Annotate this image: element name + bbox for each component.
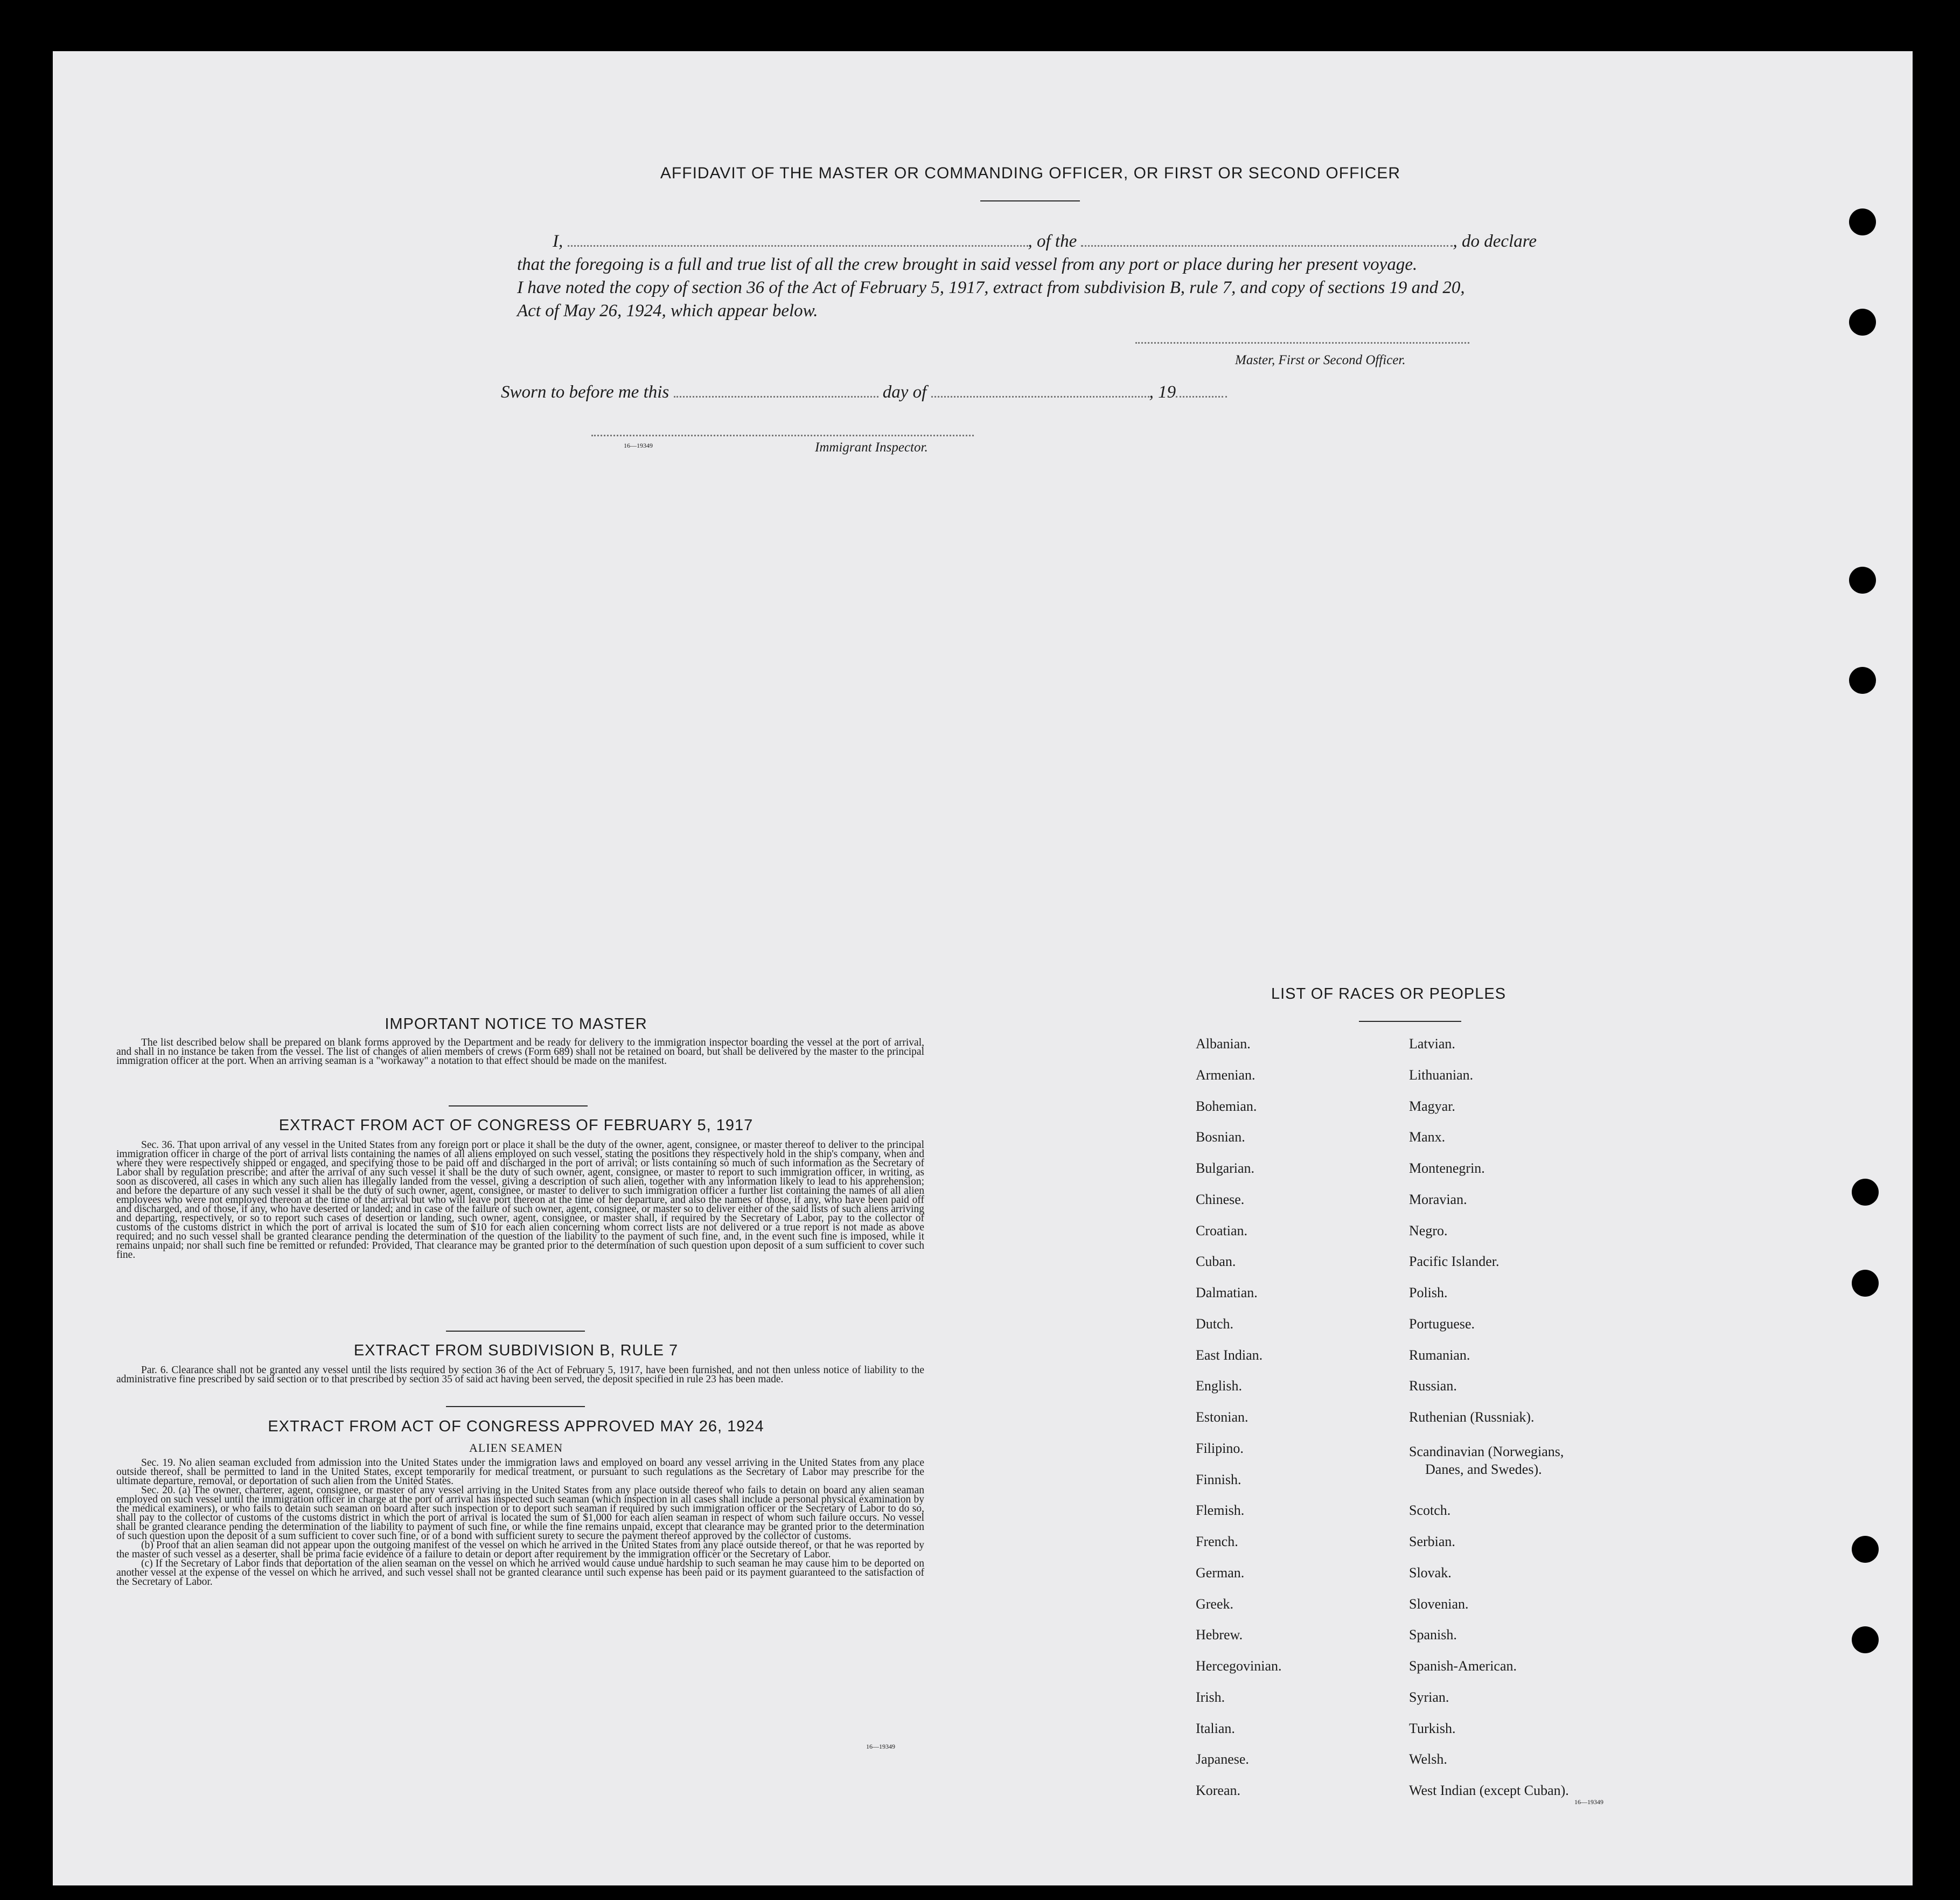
race-item: West Indian (except Cuban). (1409, 1783, 1569, 1798)
race-item: Slovak. (1409, 1565, 1452, 1581)
punch-hole (1852, 1626, 1879, 1653)
divider (446, 1406, 585, 1407)
punch-hole (1852, 1179, 1879, 1206)
race-item: Bulgarian. (1196, 1160, 1255, 1176)
master-signature-label: Master, First or Second Officer. (1235, 353, 1406, 367)
month-blank[interactable] (931, 395, 1149, 398)
race-item: Turkish. (1409, 1721, 1456, 1736)
master-signature-line[interactable] (1135, 342, 1469, 344)
extract-rule7-body (116, 1366, 924, 1384)
punch-hole (1849, 567, 1876, 594)
race-item: Magyar. (1409, 1098, 1455, 1114)
race-item: French. (1196, 1534, 1238, 1549)
race-item: English. (1196, 1378, 1242, 1394)
race-item: Scotch. (1409, 1502, 1451, 1518)
race-item: Flemish. (1196, 1502, 1245, 1518)
extract-1917-body (116, 1140, 924, 1259)
affidavit-line-1 (517, 229, 1540, 254)
extract-1917-title: EXTRACT FROM ACT OF CONGRESS OF FEBRUARY 5, 1917 (278, 1117, 754, 1134)
sec-20a-text: Sec. 20. (a) The owner, charterer, agent, consignee, or master of any vessel arriving in the United States from any place outside thereof who fails to detain on board any alien seaman employed on such vessel until the immigration officer in charge at the port of arrival has inspected such seaman (which inspection in all cases shall include a personal physical examination by the medical examiners), or who fails to detain such seaman on board after such inspection or to deport such seaman if required by such immigration officer or the Secretary of Labor to do so, shall pay to the collector of customs of the customs district in which the port of arrival is located the sum of $1,000 for each alien seaman in respect of whom such failure occurs. No vessel shall be granted clearance pending the determination of the liability to payment of such fine, or while the fine remains unpaid, except that clearance may be granted prior to the determination of such question upon the deposit of a sum sufficient to cover such fine, or of a bond with sufficient surety to secure the payment thereof approved by the collector of customs. (116, 1485, 924, 1542)
race-item: Dutch. (1196, 1316, 1234, 1332)
race-item: Scandinavian (Norwegians, (1409, 1444, 1564, 1459)
punch-hole (1849, 208, 1876, 235)
alien-seamen-subtitle: ALIEN SEAMEN (469, 1441, 563, 1454)
race-item: Slovenian. (1409, 1596, 1469, 1612)
day-blank[interactable] (674, 395, 878, 398)
race-item: Russian. (1409, 1378, 1457, 1394)
race-item: Latvian. (1409, 1036, 1455, 1052)
race-item: Estonian. (1196, 1409, 1248, 1425)
race-item: Italian. (1196, 1721, 1235, 1736)
race-item: Finnish. (1196, 1472, 1241, 1487)
race-item: Rumanian. (1409, 1347, 1470, 1363)
race-item: Syrian. (1409, 1689, 1449, 1705)
race-item: Hebrew. (1196, 1627, 1243, 1643)
race-item: Spanish. (1409, 1627, 1457, 1643)
sec-20b-text: (b) Proof that an alien seaman did not appear upon the outgoing manifest of the vessel on which he arrived in the United States from any place outside thereof, or that he was reported by the master of such vessel as a deserter, shall be prima facie evidence of a failure to detain or deport after requirement by the immigration officer or the Secretary of Labor. (116, 1540, 924, 1560)
race-item: Cuban. (1196, 1254, 1236, 1269)
vessel-blank[interactable] (1081, 245, 1453, 247)
race-item: Spanish-American. (1409, 1658, 1517, 1674)
sworn-line (501, 380, 1524, 405)
important-notice-body (116, 1038, 924, 1066)
year-label: , 19 (1149, 382, 1176, 402)
race-item: Hercegovinian. (1196, 1658, 1282, 1674)
form-page (53, 51, 1913, 1885)
punch-hole (1849, 667, 1876, 694)
race-item: Manx. (1409, 1129, 1446, 1145)
race-item: Montenegrin. (1409, 1160, 1485, 1176)
sec-36-text: Sec. 36. That upon arrival of any vessel in the United States from any foreign port or place it shall be the duty of the owner, agent, consignee, or master thereof to deliver to the principal immigration officer in charge of the port of arrival lists containing the names of all aliens employed on such vessel, stating the positions they respectively hold in the ship's company, when and where they were respectively shipped or engaged, and specifying those to be paid off and discharged in the port of arrival; or lists containing so much of such information as the Secretary of Labor shall by regulation prescribe; and after the arrival of any such vessel it shall be the duty of such owner, agent, consignee, or master to report to such immigration officer, in writing, as soon as discovered, all cases in which any such alien has illegally landed from the vessel, giving a description of such alien, together with any information likely to lead to his apprehension; and before the departure of any such vessel it shall be the duty of such owner, agent, consignee, or master to deliver to such immigration officer a further list containing the names of all alien employees who were not employed thereon at the time of the arrival but who will leave port thereon at the time of her departure, and also the names of those, if any, who have been paid off and discharged, and of those, if any, who have deserted or landed; and in case of the failure of such owner, agent, consignee, or master so to deliver either of the said lists of such aliens arriving and departing, respectively, or so to report such cases of desertion or landing, such owner, agent, consignee, or master shall, if required by the Secretary of Labor, pay to the collector of customs of the customs district in which the port of arrival is located the sum of $10 for each alien concerning whom correct lists are not delivered or a true report is not made as above required; and no such vessel shall be granted clearance pending the determination of the question of the liability to the payment of such fine, and, in the event such fine is imposed, while it remains unpaid; nor shall such fine be remitted or refunded: Provided, That clearance may be granted prior to the determination of such question upon deposit of a sum sufficient to cover such fine. (116, 1139, 924, 1261)
affidavit-line-3: I have noted the copy of section 36 of the Act of February 5, 1917, extract from subdivision B, rule 7, and copy of sections 19 and 20, (517, 278, 1465, 297)
race-item: Bosnian. (1196, 1129, 1245, 1145)
divider (980, 200, 1080, 201)
race-item: Ruthenian (Russniak). (1409, 1409, 1534, 1425)
divider (446, 1331, 585, 1332)
punch-hole (1852, 1536, 1879, 1563)
affidavit-line-4: Act of May 26, 1924, which appear below. (517, 301, 818, 321)
punch-hole (1849, 309, 1876, 336)
race-item: Moravian. (1409, 1192, 1467, 1207)
sworn-label: Sworn to before me this (501, 382, 669, 402)
affidavit-title: AFFIDAVIT OF THE MASTER OR COMMANDING OFFICER, OR FIRST OR SECOND OFFICER (660, 164, 1401, 182)
divider (1359, 1021, 1461, 1022)
of-the-label: , of the (1028, 232, 1077, 251)
important-notice-title: IMPORTANT NOTICE TO MASTER (385, 1015, 647, 1033)
affidavit-i: I, (553, 232, 563, 251)
race-item: Danes, and Swedes). (1425, 1461, 1542, 1477)
extract-1924-title: EXTRACT FROM ACT OF CONGRESS APPROVED MAY 26, 1924 (268, 1418, 764, 1435)
race-item: Chinese. (1196, 1192, 1245, 1207)
race-item: Serbian. (1409, 1534, 1455, 1549)
form-number-top: 16—19349 (624, 442, 653, 449)
extract-1924-body (116, 1458, 924, 1586)
race-item: Armenian. (1196, 1067, 1255, 1083)
extract-rule7-title: EXTRACT FROM SUBDIVISION B, RULE 7 (353, 1342, 679, 1359)
affidavit-line-2: that the foregoing is a full and true list of all the crew brought in said vessel from any port or place during her present voyage. (517, 255, 1418, 274)
race-item: Lithuanian. (1409, 1067, 1474, 1083)
race-item: Pacific Islander. (1409, 1254, 1499, 1269)
year-blank[interactable] (1176, 395, 1227, 398)
inspector-label: Immigrant Inspector. (815, 440, 928, 455)
form-number-bottom-right: 16—19349 (1574, 1798, 1603, 1806)
race-item: Dalmatian. (1196, 1285, 1258, 1300)
race-item: Portuguese. (1409, 1316, 1475, 1332)
inspector-signature-line[interactable] (591, 435, 974, 436)
sec-20c-text: (c) If the Secretary of Labor finds that deportation of the alien seaman on the vessel on which he arrived would cause undue hardship to such seaman he may cause him to be deported on another vessel at the expense of the vessel on which he arrived, and such vessel shall not be granted clearance until such expense has been paid or its payment guaranteed to the satisfaction of the Secretary of Labor. (116, 1558, 924, 1588)
race-item: Negro. (1409, 1223, 1448, 1238)
divider (449, 1105, 588, 1106)
race-item: Japanese. (1196, 1751, 1249, 1767)
do-declare-label: , do declare (1453, 232, 1537, 251)
race-item: Bohemian. (1196, 1098, 1257, 1114)
race-item: Croatian. (1196, 1223, 1248, 1238)
day-of-label: day of (882, 382, 927, 402)
important-notice-text: The list described below shall be prepared on blank forms approved by the Department and be ready for delivery to the immigration inspector boarding the vessel at the port of arrival, and shall in no instance be taken from the vessel. The list of changes of alien members of crews (Form 689) shall not be retained on board, but shall be delivered by the master to the principal immigration officer at the port. When an arriving seaman is a "workaway" a notation to that effect should be made on the manifest. (116, 1037, 924, 1067)
name-blank[interactable] (568, 245, 1028, 247)
form-number-bottom-left: 16—19349 (866, 1743, 895, 1750)
race-item: Filipino. (1196, 1440, 1244, 1456)
race-item: East Indian. (1196, 1347, 1263, 1363)
punch-hole (1852, 1270, 1879, 1297)
race-item: German. (1196, 1565, 1245, 1581)
race-item: Irish. (1196, 1689, 1225, 1705)
race-item: Welsh. (1409, 1751, 1447, 1767)
race-item: Korean. (1196, 1783, 1241, 1798)
race-item: Albanian. (1196, 1036, 1251, 1052)
race-item: Polish. (1409, 1285, 1448, 1300)
race-item: Greek. (1196, 1596, 1234, 1612)
par-6-text: Par. 6. Clearance shall not be granted any vessel until the lists required by section 36 of the Act of February 5, 1917, have been furnished, and not then unless notice of liability to the administrative fine prescribed by said section or to that prescribed by section 35 of said act having been served, the deposit specified in rule 23 has been made. (116, 1365, 924, 1385)
sec-19-text: Sec. 19. No alien seaman excluded from admission into the United States under the immigration laws and employed on board any vessel arriving in the United States from any place outside thereof, shall be permitted to land in the United States, except temporarily for medical treatment, or pursuant to such regulations as the Secretary of Labor may prescribe for the ultimate departure, removal, or deportation of such alien from the United States. (116, 1457, 924, 1487)
races-title: LIST OF RACES OR PEOPLES (1271, 985, 1506, 1003)
